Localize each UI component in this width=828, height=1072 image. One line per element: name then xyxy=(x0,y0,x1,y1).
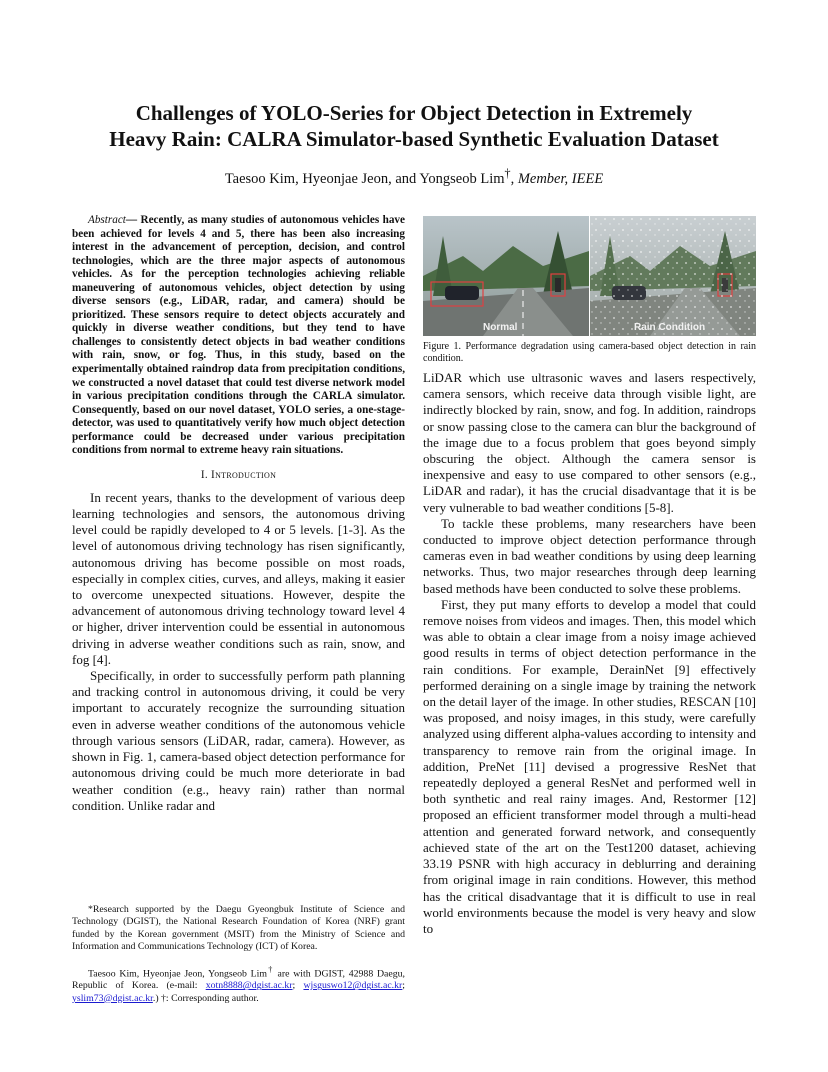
email-separator-1: ; xyxy=(292,980,304,992)
right-column xyxy=(423,214,756,937)
intro-paragraph-1: In recent years, thanks to the development of various deep learning technologies and sensors, the autonomous driving level could be rapidly developed to 4 or 5 levels. [1-3]. As the level of autonomous driving technology has risen significantly, autonomous driving has become possible on most roads, especially in complex cities, curves, and alleys, making it easier to overcome unexpected situations. However, despite the advancement of autonomous driving technology toward level 4 or higher, driver intervention could be essential in autonomous driving in adverse weather conditions such as rain, snow, and fog [4]. xyxy=(72,489,405,667)
email-link-1[interactable]: xotn8888@dgist.ac.kr xyxy=(205,980,293,992)
footnotes xyxy=(72,904,405,1005)
affiliation-end: .) †: Corresponding author. xyxy=(152,992,259,1004)
author-membership: Member, IEEE xyxy=(517,170,604,187)
affiliation-footnote xyxy=(72,964,405,1005)
driving-scene-illustration xyxy=(423,216,756,336)
author-list: Taesoo Kim, Hyeonjae Jeon, and Yongseob Lim†, Member, IEEE xyxy=(224,166,604,187)
funding-footnote: *Research supported by the Daegu Gyeongbuk Institute of Science and Technology (DGIST), the National Research Foundation of Korea (NRF) grant funded by the Korean government (MSIT) from the Ministry of Science and Information and Communications Technology (ICT) of Korea. xyxy=(72,904,405,953)
affiliation-names: Taesoo Kim, Hyeonjae Jeon, Yongseob Lim xyxy=(88,967,267,979)
figure-1-image xyxy=(423,216,756,336)
left-column xyxy=(72,214,405,814)
figure-1-caption: Figure 1. Performance degradation using camera-based object detection in rain condition. xyxy=(423,341,756,364)
author-names: Taesoo Kim, Hyeonjae Jeon, and Yongseob Lim xyxy=(224,170,505,187)
right-paragraph-1: LiDAR which use ultrasonic waves and lasers respectively, camera sensors, which receive data through visible light, are indirectly blocked by rain, snow, and fog. In addition, raindrops or snow passing close to the camera can blur the background of the image due to a focus problem that goes beyond simply obscuring the object. Although the camera sensor is inexpensive and easy to use compared to other sensors (e.g., LiDAR and radar), it has the crucial disadvantage that it is be very vulnerable to bad weather conditions [5-8]. xyxy=(423,370,756,515)
abstract-text: — Recently, as many studies of autonomous vehicles have been achieved for levels 4 and 5, there has been also increasing interest in the advancement of perception, decision, and control technologies, which are the three major aspects of autonomous vehicles. As for the perception technologies achieving reliable maneuvering of autonomous vehicles, object detection by using diverse sensors (e.g., LiDAR, radar, and camera) should be prioritized. These sensors require to detect objects accurately and quickly in diverse weather conditions, but they tend to have challenges to consistently detect objects in bad weather conditions with rain, snow, or fog. Thus, in this study, based on the experimentally obtained raindrop data from precipitation conditions, we constructed a novel dataset that could test diverse network model in various precipitation conditions through the CARLA simulator. Consequently, based on our novel dataset, YOLO series, a one-stage-detector, was used to quantitatively verify how much object detection performance could be decreased under various precipitation conditions from normal to extreme heavy rain situations. xyxy=(72,214,405,457)
right-paragraph-2: To tackle these problems, many researchers have been conducted to improve object detection performance through cameras even in bad weather conditions by using deep learning networks. Thus, two major researches through deep learning based methods have been conducted to solve these problems. xyxy=(423,515,756,596)
email-link-2[interactable]: wjsguswo12@dgist.ac.kr xyxy=(303,980,403,992)
title-line-1: Challenges of YOLO-Series for Object Detection in Extremely xyxy=(135,101,693,125)
corresponding-mark: † xyxy=(504,166,511,180)
email-link-3[interactable]: yslim73@dgist.ac.kr xyxy=(72,992,153,1004)
paper-title xyxy=(60,100,768,152)
abstract-lead: Abstract xyxy=(88,214,126,226)
email-separator-2: ; xyxy=(402,980,406,992)
figure-label-rain: Rain Condition xyxy=(634,322,706,333)
right-paragraph-3: First, they put many efforts to develop a model that could remove noises from videos and images. Then, this model which was able to obtain a clear image from a noisy image achieved good results in terms of object detection performance in the rain conditions. For example, DerainNet [9] effectively performed deraining on a single image by training the network on the detail layer of the image. In other studies, RESCAN [10] was proposed, and noisy images, in this study, were carefully analyzed using different alpha-values according to intensity and transparency to remove rain from the original image. In addition, PreNet [11] devised a progressive ResNet that repeatedly deployed a general ResNet and performed well in both synthetic and real rainy images. And, Restormer [12] proposed an efficient transformer model through a multi-head attention and generated forward network, and consequently achieved state of the art on the Test1200 dataset, achieving 33.19 PSNR with high accuracy in deblurring and deraining from original image in rain conditions. However, this method has the critical disadvantage that it is difficult to use in real world environments because the model is very heavy and slow to xyxy=(423,596,756,936)
affiliation-text: are with DGIST, 42988 Daegu, Republic of Korea. (e-mail: xyxy=(72,967,406,992)
abstract xyxy=(72,214,405,458)
title-line-2: Heavy Rain: CALRA Simulator-based Synthetic Evaluation Dataset xyxy=(109,127,719,151)
section-heading-introduction: I. Introduction xyxy=(200,468,277,481)
figure-label-normal: Normal xyxy=(483,322,518,333)
intro-paragraph-2: Specifically, in order to successfully perform path planning and tracking control in autonomous driving, it could be very important to accurately recognize the surrounding situation even in adverse weather conditions of the autonomous vehicle through various sensors (LiDAR, radar, camera). However, as shown in Fig. 1, camera-based object detection performance for autonomous driving could be much more deteriorate in bad weather condition (e.g., heavy rain) rather than normal condition. Unlike radar and xyxy=(72,668,405,813)
affiliation-mark: † xyxy=(266,964,274,974)
